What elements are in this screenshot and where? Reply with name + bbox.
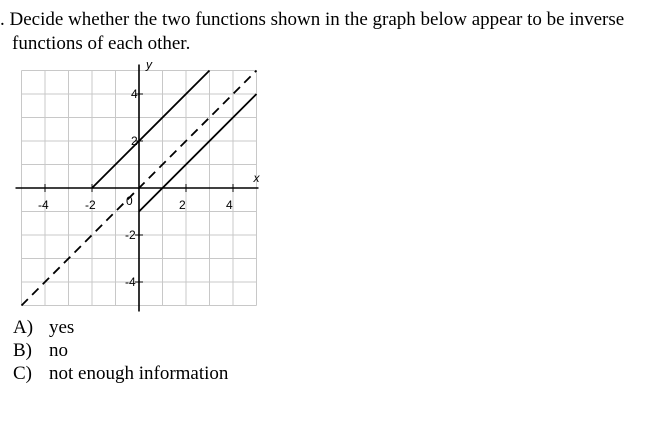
choice-c-letter: C) <box>13 363 32 384</box>
origin-label: 0 <box>126 194 133 208</box>
y-tick-label: 2 <box>131 134 138 148</box>
x-tick-label: -2 <box>85 198 96 212</box>
y-tick-label: -2 <box>125 228 136 242</box>
graph-labels <box>38 58 261 290</box>
x-tick-label: 2 <box>179 198 186 212</box>
choice-a-text: yes <box>49 317 75 338</box>
x-tick-label: -4 <box>38 198 49 212</box>
choice-c-text: not enough information <box>49 363 229 384</box>
graph-axes <box>16 65 259 312</box>
y-tick-label: -4 <box>125 275 136 289</box>
x-axis-label: x <box>253 171 260 185</box>
choice-a-letter: A) <box>13 317 34 338</box>
choice-b[interactable] <box>13 339 228 362</box>
function-line-1 <box>92 71 210 189</box>
function-line-2 <box>139 94 257 212</box>
answer-choices <box>13 316 228 385</box>
x-tick-label: 4 <box>226 198 233 212</box>
choice-b-text: no <box>49 340 68 361</box>
question-line-1: . Decide whether the two functions shown in the graph below appear to be inverse <box>0 9 625 30</box>
choice-b-letter: B) <box>13 340 32 361</box>
question-line-2: functions of each other. <box>12 33 191 54</box>
choice-c[interactable] <box>13 362 228 385</box>
y-axis-label: y <box>146 57 152 72</box>
y-tick-label: 4 <box>131 87 138 101</box>
choice-a[interactable] <box>13 316 228 339</box>
